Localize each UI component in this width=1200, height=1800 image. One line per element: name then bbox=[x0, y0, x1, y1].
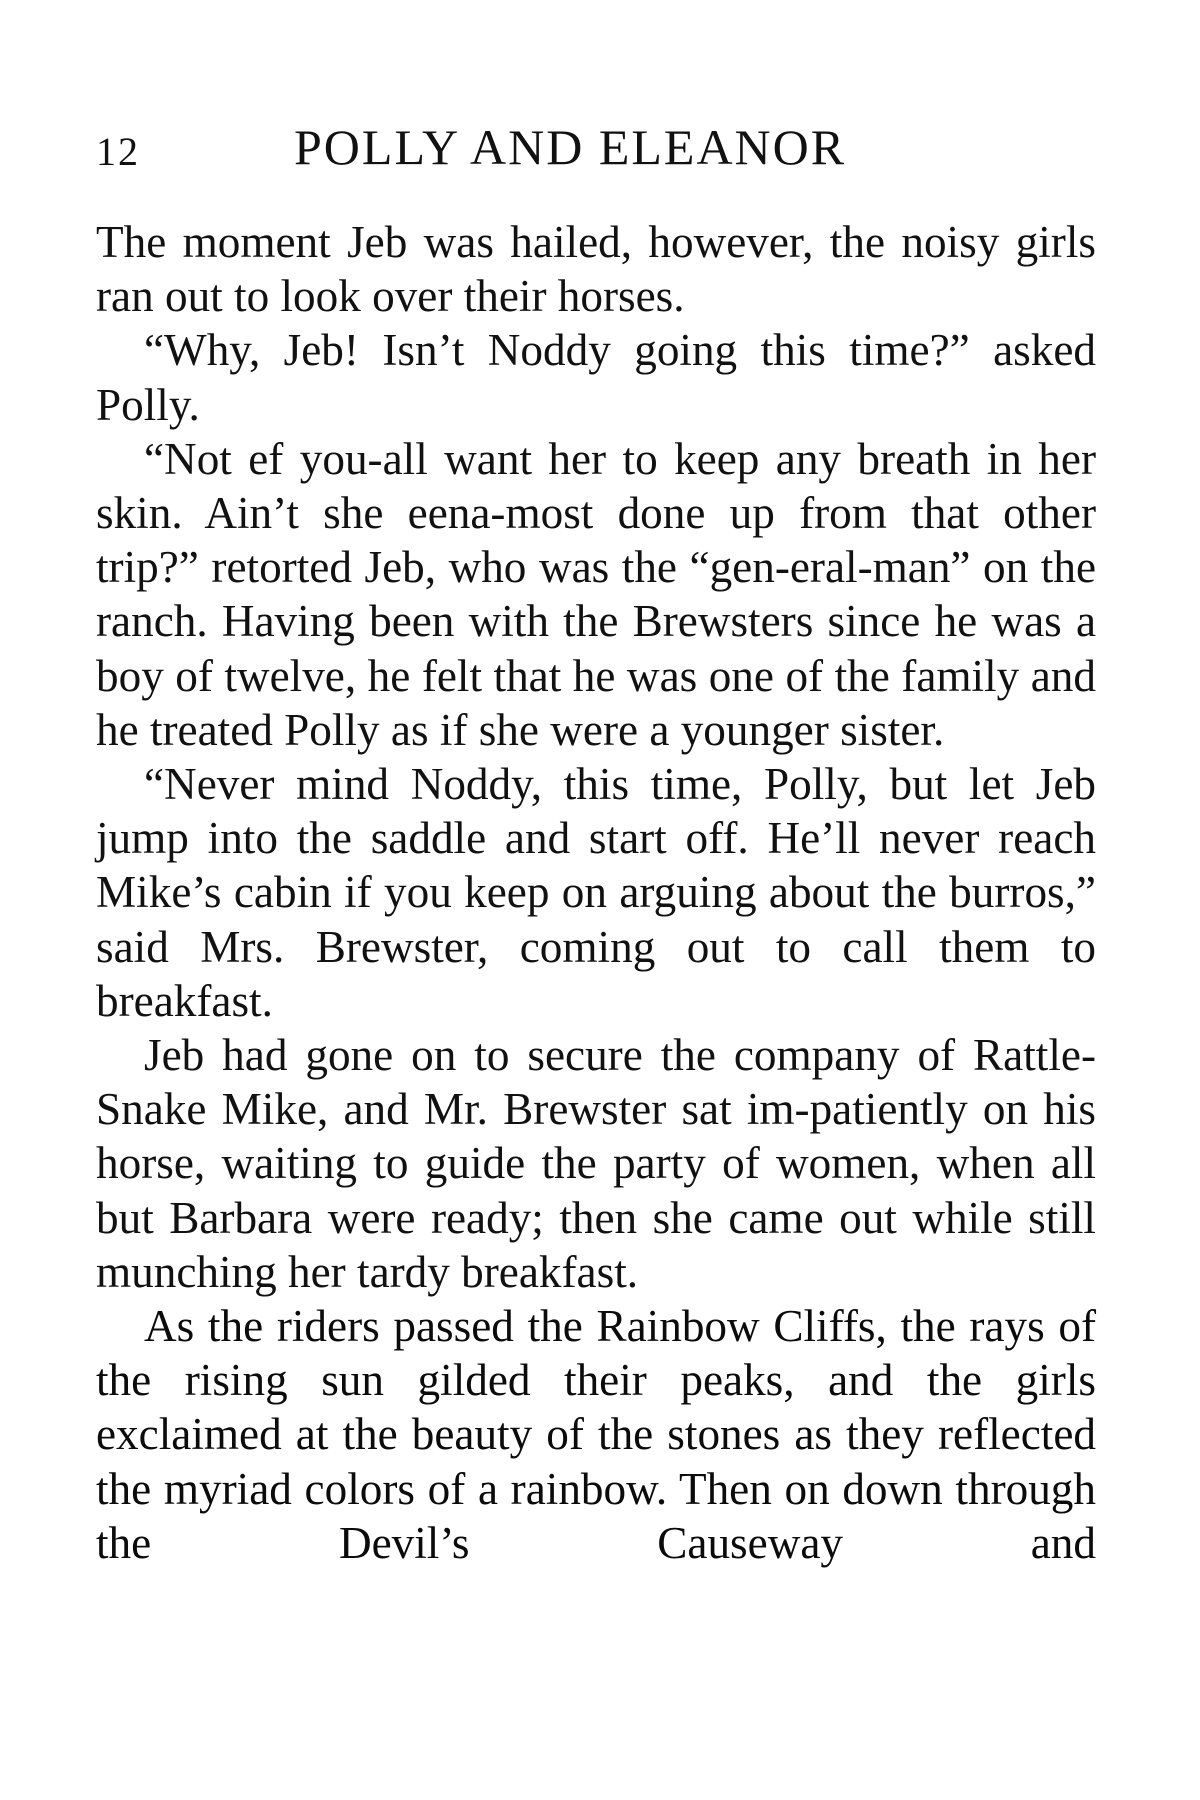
running-title: POLLY AND ELEANOR bbox=[294, 119, 847, 175]
body-text bbox=[96, 215, 1096, 1570]
paragraph-5: Jeb had gone on to secure the company of Rattle-Snake Mike, and Mr. Brewster sat im-patiently on his horse, waiting to guide the party of women, when all but Barbara were ready; then she came out while still munching her tardy breakfast. bbox=[96, 1030, 1096, 1297]
page-header bbox=[96, 118, 1096, 178]
paragraph-1: The moment Jeb was hailed, however, the noisy girls ran out to look over their horses. bbox=[96, 217, 1096, 322]
paragraph-2: “Why, Jeb! Isn’t Noddy going this time?” asked Polly. bbox=[96, 325, 1096, 430]
paragraph-3: “Not ef you-all want her to keep any breath in her skin. Ain’t she eena-most done up from that other trip?” retorted Jeb, who was the “gen-eral-man” on the ranch. Having been with the Brewsters since he was a boy of twelve, he felt that he was one of the family and he treated Polly as if she were a younger sister. bbox=[96, 433, 1096, 755]
paragraph-4: “Never mind Noddy, this time, Polly, but let Jeb jump into the saddle and start off. He’ll never reach Mike’s cabin if you keep on arguing about the burros,” said Mrs. Brewster, coming out to call them to breakfast. bbox=[96, 759, 1096, 1026]
paragraph-6: As the riders passed the Rainbow Cliffs, the rays of the rising sun gilded their peaks, and the girls exclaimed at the beauty of the stones as they reflected the myriad colors of a rainbow. Then on down through the Devil’s Causeway and bbox=[96, 1301, 1096, 1568]
page-number: 12 bbox=[96, 129, 140, 174]
